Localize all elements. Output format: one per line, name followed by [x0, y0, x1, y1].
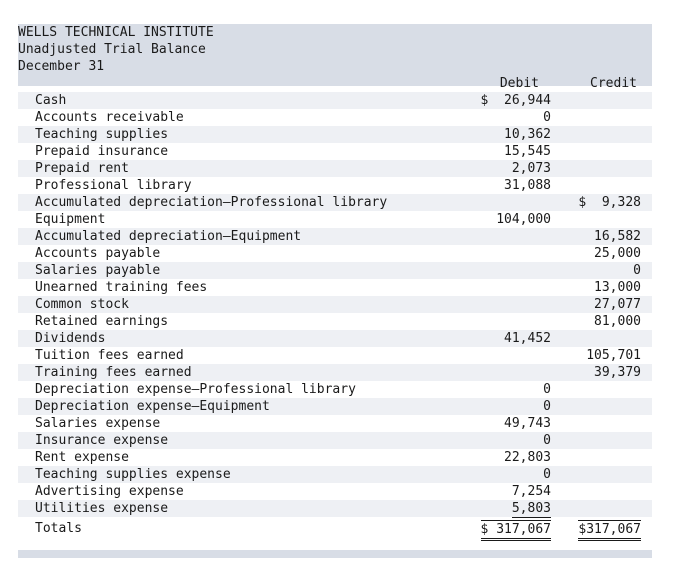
account-name: Depreciation expense—Equipment [35, 399, 270, 414]
table-row [18, 432, 652, 449]
debit-amount: 0 [543, 467, 551, 482]
account-name: Salaries payable [35, 263, 161, 278]
table-row [18, 143, 652, 160]
account-name: Prepaid rent [35, 161, 129, 176]
total-credit: $317,067 [578, 520, 641, 541]
account-name: Tuition fees earned [35, 348, 184, 363]
footer-bar [18, 550, 652, 558]
table-row [18, 330, 652, 347]
debit-amount: 15,545 [504, 144, 551, 159]
account-name: Teaching supplies [35, 127, 169, 142]
table-row [18, 449, 652, 466]
account-name: Accumulated depreciation—Equipment [35, 229, 302, 244]
account-name: Insurance expense [35, 433, 169, 448]
account-name: Accounts receivable [35, 110, 184, 125]
debit-amount: 49,743 [504, 416, 551, 431]
table-row [18, 245, 652, 262]
account-name: Unearned training fees [35, 280, 208, 295]
debit-amount: 0 [543, 382, 551, 397]
debit-amount: $ 26,944 [480, 93, 551, 108]
debit-amount: 104,000 [496, 212, 551, 227]
table-row [18, 279, 652, 296]
report-header [18, 24, 652, 91]
credit-amount: 81,000 [594, 314, 641, 329]
account-name: Equipment [35, 212, 106, 227]
credit-amount: $ 9,328 [578, 195, 641, 210]
account-name: Retained earnings [35, 314, 169, 329]
credit-amount: 27,077 [594, 297, 641, 312]
report-title: Unadjusted Trial Balance [18, 42, 206, 57]
credit-amount: 0 [633, 263, 641, 278]
account-name: Rent expense [35, 450, 129, 465]
debit-amount: 7,254 [511, 484, 551, 499]
credit-amount: 25,000 [594, 246, 641, 261]
debit-amount: 0 [543, 433, 551, 448]
debit-amount: 0 [543, 399, 551, 414]
table-row [18, 92, 652, 109]
table-row [18, 177, 652, 194]
account-name: Accumulated depreciation—Professional library [35, 195, 388, 210]
table-row [18, 228, 652, 245]
account-name: Utilities expense [35, 501, 169, 516]
credit-column-header: Credit [590, 76, 637, 91]
account-name: Training fees earned [35, 365, 192, 380]
table-row [18, 296, 652, 313]
account-name: Cash [35, 93, 67, 108]
table-row [18, 381, 652, 398]
account-name: Depreciation expense—Professional library [35, 382, 356, 397]
table-row [18, 313, 652, 330]
table-row [18, 398, 652, 415]
debit-column-header: Debit [499, 76, 539, 91]
debit-amount: 0 [543, 110, 551, 125]
credit-amount: 105,701 [586, 348, 641, 363]
credit-amount: 16,582 [594, 229, 641, 244]
total-debit: $ 317,067 [481, 520, 551, 541]
company-name: WELLS TECHNICAL INSTITUTE [18, 25, 214, 40]
totals-label: Totals [35, 521, 82, 536]
table-row [18, 126, 652, 143]
debit-amount: 2,073 [511, 161, 551, 176]
table-row [18, 364, 652, 381]
account-name: Prepaid insurance [35, 144, 169, 159]
table-row [18, 466, 652, 483]
table-row [18, 500, 652, 517]
account-name: Advertising expense [35, 484, 184, 499]
account-name: Accounts payable [35, 246, 161, 261]
table-row [18, 483, 652, 500]
table-row [18, 415, 652, 432]
report-date: December 31 [18, 59, 105, 74]
credit-amount: 13,000 [594, 280, 641, 295]
debit-amount: 41,452 [504, 331, 551, 346]
account-name: Common stock [35, 297, 129, 312]
debit-amount: 31,088 [504, 178, 551, 193]
debit-amount: 10,362 [504, 127, 551, 142]
totals-row [18, 518, 652, 540]
table-row [18, 194, 652, 211]
trial-balance [18, 24, 652, 537]
table-row [18, 160, 652, 177]
table-row [18, 262, 652, 279]
account-name: Dividends [35, 331, 106, 346]
account-name: Professional library [35, 178, 192, 193]
credit-amount: 39,379 [594, 365, 641, 380]
debit-amount: 5,803 [511, 501, 551, 516]
debit-amount: 22,803 [504, 450, 551, 465]
table-row [18, 109, 652, 126]
account-name: Salaries expense [35, 416, 161, 431]
table-row [18, 211, 652, 228]
account-name: Teaching supplies expense [35, 467, 231, 482]
table-row [18, 347, 652, 364]
account-rows [18, 92, 652, 517]
